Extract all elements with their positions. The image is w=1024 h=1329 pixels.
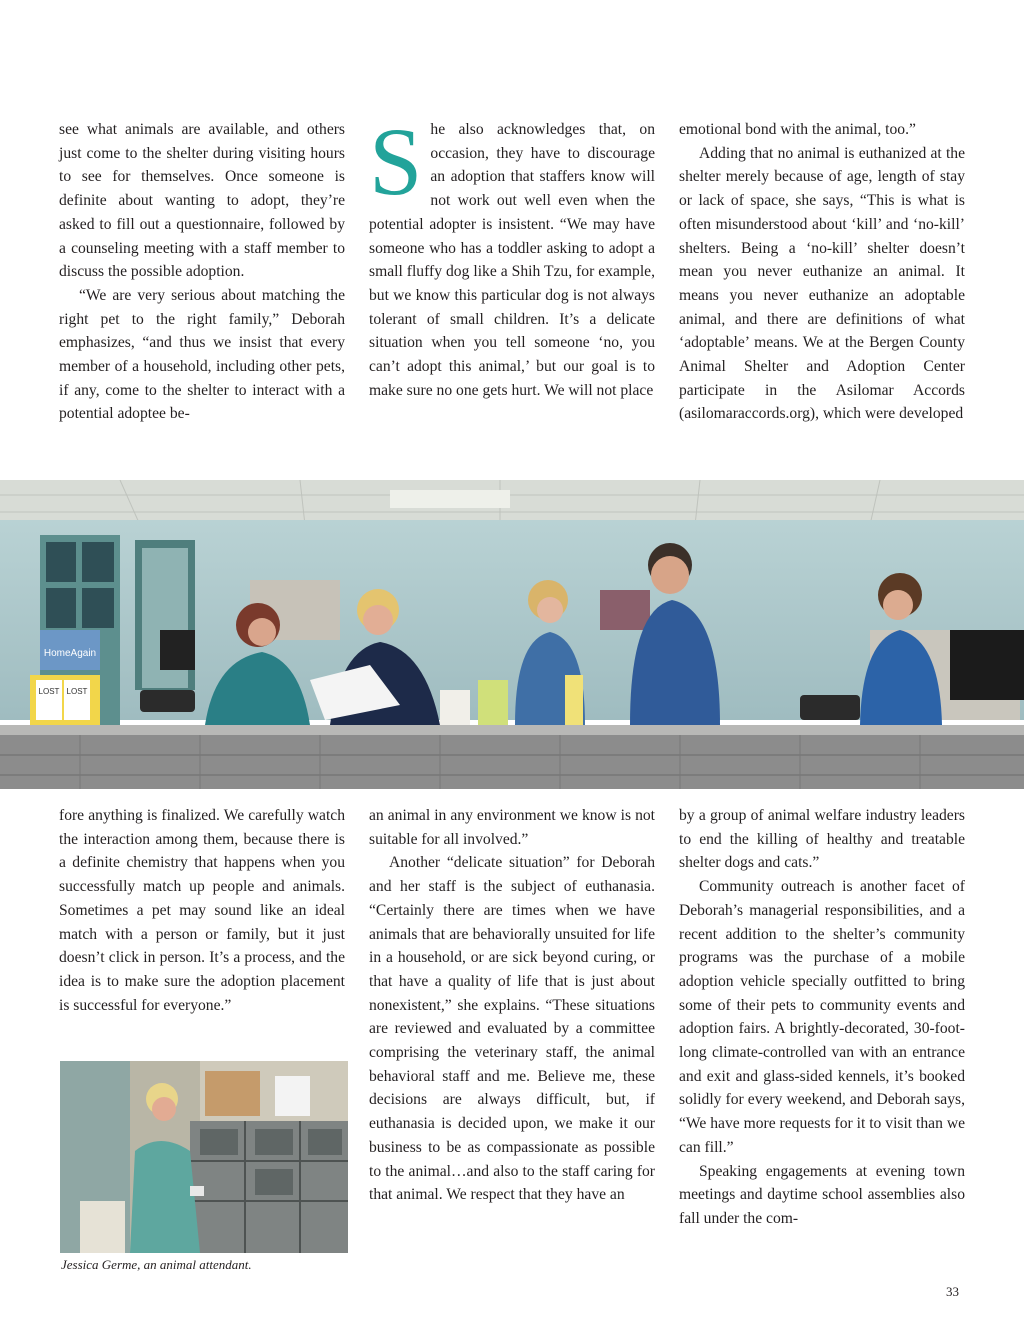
paragraph: Another “delicate situation” for Deborah and her staff is the subject of euthanasia. “Certainly there are times when we have animals that are behaviorally unsuited for life in a household, or are sick beyond curing, or that have a quality of life that is just about nonexistent,” she explains. “These situations are reviewed and evaluated by a committee comprising the veterinary staff, the animal behavioral staff and me. Believe me, these decisions are always difficult, but, if euthanasia is decided upon, we make it our business to be as compassionate as possible to the animal…and also to the staff caring for that animal. We respect that they have an: [369, 854, 655, 1204]
paragraph: he also acknowledges that, on occasion, they have to discourage an adoption that staffers know will not work out well even when the potential adopter is insistent. “We may have someone who has a toddler asking to adopt a small fluffy dog like a Shih Tzu, for example, but we know this particular dog is not always tolerant of small children. It’s a delicate situation when you tell someone ‘no, you can’t adopt this animal,’ but our goal is to make sure no one gets hurt. We will not place: [369, 121, 655, 399]
paragraph: by a group of animal welfare industry leaders to end the killing of healthy and treatable shelter dogs and cats.”: [679, 807, 965, 872]
lost-flyer-label: LOST: [66, 687, 88, 696]
paragraph: Community outreach is another facet of Deborah’s managerial responsibilities, and a recent addition to the shelter’s community programs was the purchase of a mobile adoption vehicle specially outfitted to bring some of their pets to community events and adoption fairs. A brightly-decorated, 30-foot-long climate-controlled van with an entrance and exit and glass-sided kennels, it’s booked solidly for every weekend, and Deborah says, “We have more requests for it to visit than we can fill.”: [679, 878, 965, 1156]
paragraph: Adding that no animal is euthanized at the shelter merely because of age, length of stay or lack of space, she says, “This is what is often misunderstood about ‘kill’ and ‘no-kill’ shelters. Being a ‘no-kill’ shelter doesn’t mean you never euthanize an animal. It means you never euthanize an adoptable animal, and there are definitions of what ‘adoptable’ means. We at the Bergen County Animal Shelter and Adoption Center participate in the Asilomar Accords (asilomaraccords.org), which were developed: [679, 144, 965, 423]
drop-cap: S: [369, 108, 423, 215]
article-column-4: [59, 804, 345, 1017]
paragraph: “We are very serious about matching the right pet to the right family,” Deborah emphasizes, “and thus we insist that every member of a household, including other pets, if any, come to the shelter to interact with a potential adoptee be-: [59, 286, 345, 423]
paragraph: emotional bond with the animal, too.”: [679, 121, 916, 138]
article-column-3: [679, 118, 965, 426]
animal-attendant-photo: [60, 1061, 348, 1253]
lost-flyer-label: LOST: [38, 687, 60, 696]
article-column-1: [59, 118, 345, 426]
article-column-5: [369, 804, 655, 1207]
article-column-6: [679, 804, 965, 1231]
photo-caption: Jessica Germe, an animal attendant.: [61, 1257, 252, 1272]
article-column-2: [369, 108, 655, 402]
paragraph: see what animals are available, and others just come to the shelter during visiting hours to see for themselves. Once someone is definite about wanting to adopt, they’re asked to fill out a questionnaire, followed by a counseling meeting with a staff member to discuss the possible adoption.: [59, 121, 345, 281]
homeagain-sign: HomeAgain: [43, 648, 97, 659]
shelter-front-desk-photo: [0, 480, 1024, 789]
paragraph: Speaking engagements at evening town meetings and daytime school assemblies also fall under the com-: [679, 1162, 965, 1227]
page-number: 33: [946, 1284, 959, 1299]
paragraph: fore anything is finalized. We carefully watch the interaction among them, because there is a definite chemistry that happens when you successfully match up people and animals. Sometimes a pet may sound like an ideal match with a person or family, but it just doesn’t click in person. It’s a process, and the idea is to make sure the adoption placement is successful for everyone.”: [59, 807, 345, 1014]
paragraph: an animal in any environment we know is not suitable for all involved.”: [369, 807, 655, 848]
